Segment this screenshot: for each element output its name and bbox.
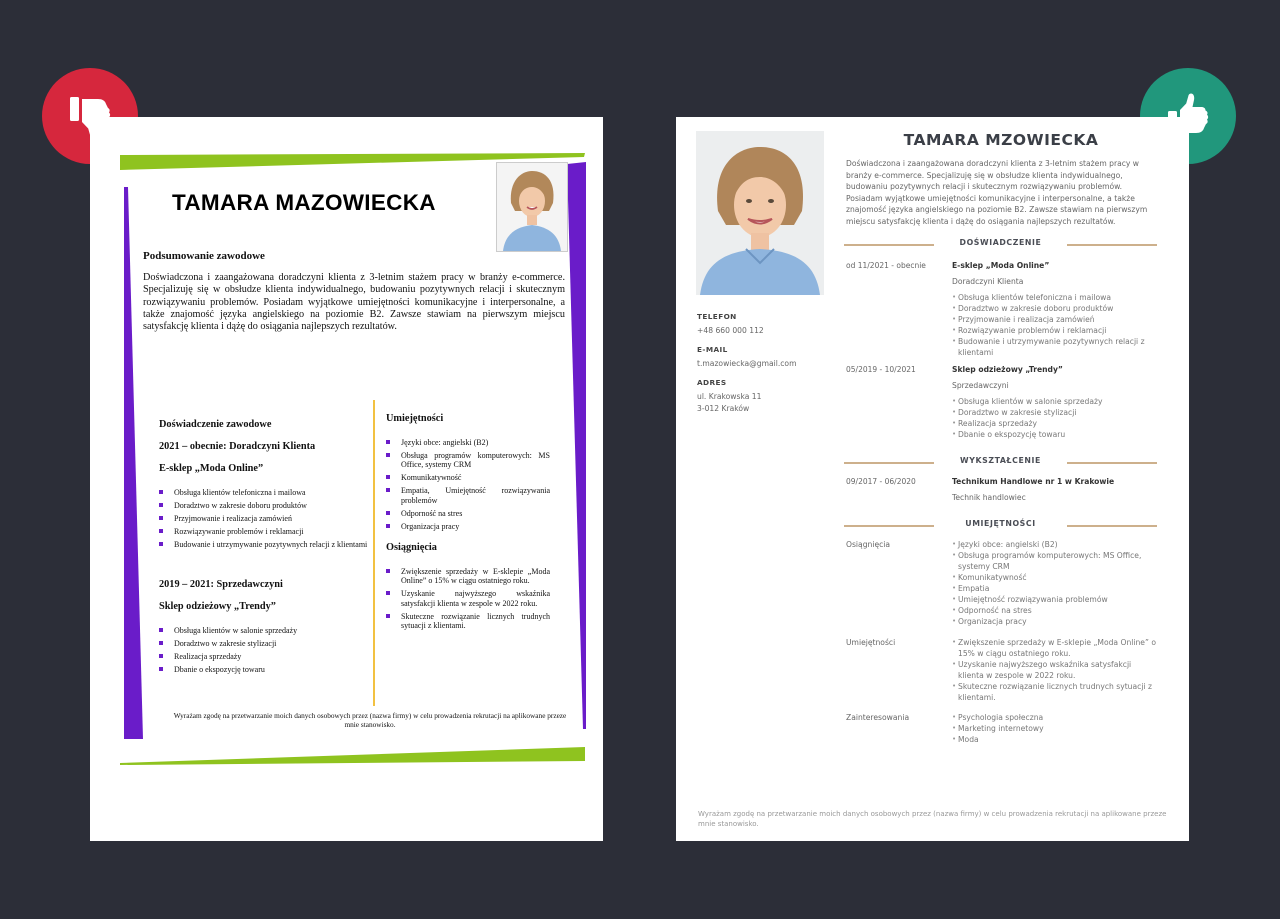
bad-skills-list (386, 438, 550, 535)
edu-date: 09/2017 - 06/2020 (846, 477, 916, 486)
bad-job2-company: Sklep odzieżowy „Trendy” (159, 601, 276, 612)
list-item: Skuteczne rozwiązanie licznych trudnych sytuacji z klientami. (386, 612, 550, 631)
phone-label: TELEFON (697, 312, 737, 321)
email-value: t.mazowiecka@gmail.com (697, 359, 797, 368)
education-section-header (844, 456, 1157, 470)
bad-job1-title: 2021 – obecnie: Doradczyni Klienta (159, 441, 316, 452)
bad-cv-name: TAMARA MAZOWIECKA (172, 190, 436, 215)
list-item: • Budowanie i utrzymywanie pozytywnych relacji z klientami (952, 336, 1157, 358)
edu-school: Technikum Handlowe nr 1 w Krakowie (952, 477, 1115, 486)
bottom-green-stripe (120, 747, 585, 765)
row2-list (952, 637, 1157, 703)
address-line2: 3-012 Kraków (697, 404, 750, 413)
job2-company: Sklep odzieżowy „Trendy” (952, 365, 1063, 374)
good-consent-text: Wyrażam zgodę na przetwarzanie moich danych osobowych przez (nazwa firmy) w celu prowadzenia rekrutacji na aplikowane przeze mnie stanowisko. (698, 810, 1167, 828)
phone-value: +48 660 000 112 (697, 326, 764, 335)
list-item: Zwiększenie sprzedaży w E-sklepie „Moda Online” o 15% w ciągu ostatniego roku. (386, 567, 550, 586)
list-item: • Odporność na stres (952, 605, 1157, 616)
list-item: • Obsługa klientów telefoniczna i mailowa (952, 292, 1157, 303)
job2-role: Sprzedawczyni (952, 381, 1009, 390)
job2-list (952, 396, 1157, 440)
address-label: ADRES (697, 378, 727, 387)
job1-date: od 11/2021 - obecnie (846, 261, 926, 270)
right-purple-bar (567, 162, 586, 729)
column-divider (373, 400, 375, 706)
list-item: Dbanie o ekspozycję towaru (159, 665, 372, 674)
row3-label: Zainteresowania (846, 713, 910, 722)
list-item: Odporność na stres (386, 509, 550, 518)
address-line1: ul. Krakowska 11 (697, 392, 762, 401)
list-item: • Marketing internetowy (952, 723, 1157, 734)
bad-job1-company: E-sklep „Moda Online” (159, 463, 264, 474)
job1-role: Doradczyni Klienta (952, 277, 1024, 286)
bad-job1-list (159, 488, 372, 553)
bad-cv-photo (496, 162, 568, 252)
good-cv-page (676, 117, 1189, 841)
edu-role: Technik handlowiec (952, 493, 1026, 502)
list-item: • Uzyskanie najwyższego wskaźnika satysfakcji klienta w zespole w 2022 roku. (952, 659, 1157, 681)
list-item: • Obsługa programów komputerowych: MS Office, systemy CRM (952, 550, 1157, 572)
list-item: • Przyjmowanie i realizacja zamówień (952, 314, 1157, 325)
skills-section-header (844, 519, 1157, 533)
bad-consent-text: Wyrażam zgodę na przetwarzanie moich danych osobowych przez (nazwa firmy) w celu prowadzenia rekrutacji na aplikowane przeze mnie stanowisko. (173, 711, 567, 729)
bad-cv-page (90, 117, 603, 841)
list-item: • Skuteczne rozwiązanie licznych trudnych sytuacji z klientami. (952, 681, 1157, 703)
bad-achievements-heading: Osiągnięcia (386, 542, 437, 553)
row1-list (952, 539, 1157, 627)
list-item: • Dbanie o ekspozycję towaru (952, 429, 1157, 440)
bad-job2-title: 2019 – 2021: Sprzedawczyni (159, 579, 283, 590)
good-cv-name: TAMARA MZOWIECKA (903, 131, 1099, 149)
list-item: Obsługa klientów w salonie sprzedaży (159, 626, 372, 635)
list-item: Rozwiązywanie problemów i reklamacji (159, 527, 372, 536)
list-item: • Psychologia społeczna (952, 712, 1157, 723)
list-item: • Moda (952, 734, 1157, 745)
skills-heading: UMIEJĘTNOŚCI (965, 519, 1036, 528)
bad-job2-list (159, 626, 372, 678)
list-item: Realizacja sprzedaży (159, 652, 372, 661)
row3-list (952, 712, 1157, 745)
list-item: • Empatia (952, 583, 1157, 594)
experience-heading: DOŚWIADCZENIE (959, 238, 1042, 247)
list-item: Obsługa klientów telefoniczna i mailowa (159, 488, 372, 497)
bad-achievements-list (386, 567, 550, 634)
bad-experience-heading: Doświadczenie zawodowe (159, 419, 272, 430)
list-item: Organizacja pracy (386, 522, 550, 531)
list-item: Budowanie i utrzymywanie pozytywnych relacji z klientami (159, 540, 372, 549)
list-item: • Umiejętność rozwiązywania problemów (952, 594, 1157, 605)
list-item: Empatia, Umiejętność rozwiązywania problemów (386, 486, 550, 505)
bad-skills-heading: Umiejętności (386, 413, 444, 424)
list-item: • Języki obce: angielski (B2) (952, 539, 1157, 550)
email-label: E-MAIL (697, 345, 728, 354)
row1-label: Osiągnięcia (846, 540, 891, 549)
bad-summary-text: Doświadczona i zaangażowana doradczyni klienta z 3-letnim stażem pracy w branży e-commerce. Specjalizuję się w obsłudze klienta indywidualnego, budowaniu pozytywnych relacji i skutecznym rozwiązywaniu problemów. Posiadam wyjątkowe umiejętności komunikacyjne i interpersonalne, a także znajomość języka angielskiego na poziomie B2. Zawsze stawiam na pierwszym miejscu satysfakcję klienta i dążę do osiągania najlepszych rezultatów. (143, 272, 565, 333)
list-item: Języki obce: angielski (B2) (386, 438, 550, 447)
list-item: • Zwiększenie sprzedaży w E-sklepie „Moda Online” o 15% w ciągu ostatniego roku. (952, 637, 1157, 659)
list-item: Obsługa programów komputerowych: MS Office, systemy CRM (386, 451, 550, 470)
list-item: Przyjmowanie i realizacja zamówień (159, 514, 372, 523)
list-item: Uzyskanie najwyższego wskaźnika satysfakcji klienta w zespole w 2022 roku. (386, 589, 550, 608)
list-item: • Obsługa klientów w salonie sprzedaży (952, 396, 1157, 407)
list-item: • Doradztwo w zakresie stylizacji (952, 407, 1157, 418)
list-item: • Realizacja sprzedaży (952, 418, 1157, 429)
left-purple-bar (124, 187, 143, 739)
job1-list (952, 292, 1157, 358)
list-item: Doradztwo w zakresie doboru produktów (159, 501, 372, 510)
job2-date: 05/2019 - 10/2021 (846, 365, 916, 374)
list-item: Komunikatywność (386, 473, 550, 482)
list-item: • Doradztwo w zakresie doboru produktów (952, 303, 1157, 314)
list-item: • Organizacja pracy (952, 616, 1157, 627)
bad-summary-heading: Podsumowanie zawodowe (143, 250, 265, 262)
experience-section-header (844, 238, 1157, 252)
good-cv-photo (696, 131, 824, 295)
list-item: • Rozwiązywanie problemów i reklamacji (952, 325, 1157, 336)
list-item: Doradztwo w zakresie stylizacji (159, 639, 372, 648)
row2-label: Umiejętności (846, 638, 896, 647)
good-summary-text: Doświadczona i zaangażowana doradczyni klienta z 3-letnim stażem pracy w branży e-commerce. Specjalizuję się w obsłudze klienta indywidualnego, budowaniu pozytywnych relacji i skutecznym rozwiązywaniu problemów. Posiadam wyjątkowe umiejętności komunikacyjne i interpersonalne, a także znajomość języka angielskiego na poziomie B2. Zawsze stawiam na pierwszym miejscu satysfakcję klienta i dążę do osiągania najlepszych rezultatów. (846, 159, 1148, 226)
job1-company: E-sklep „Moda Online” (952, 261, 1050, 270)
list-item: • Komunikatywność (952, 572, 1157, 583)
education-heading: WYKSZTAŁCENIE (960, 456, 1041, 465)
